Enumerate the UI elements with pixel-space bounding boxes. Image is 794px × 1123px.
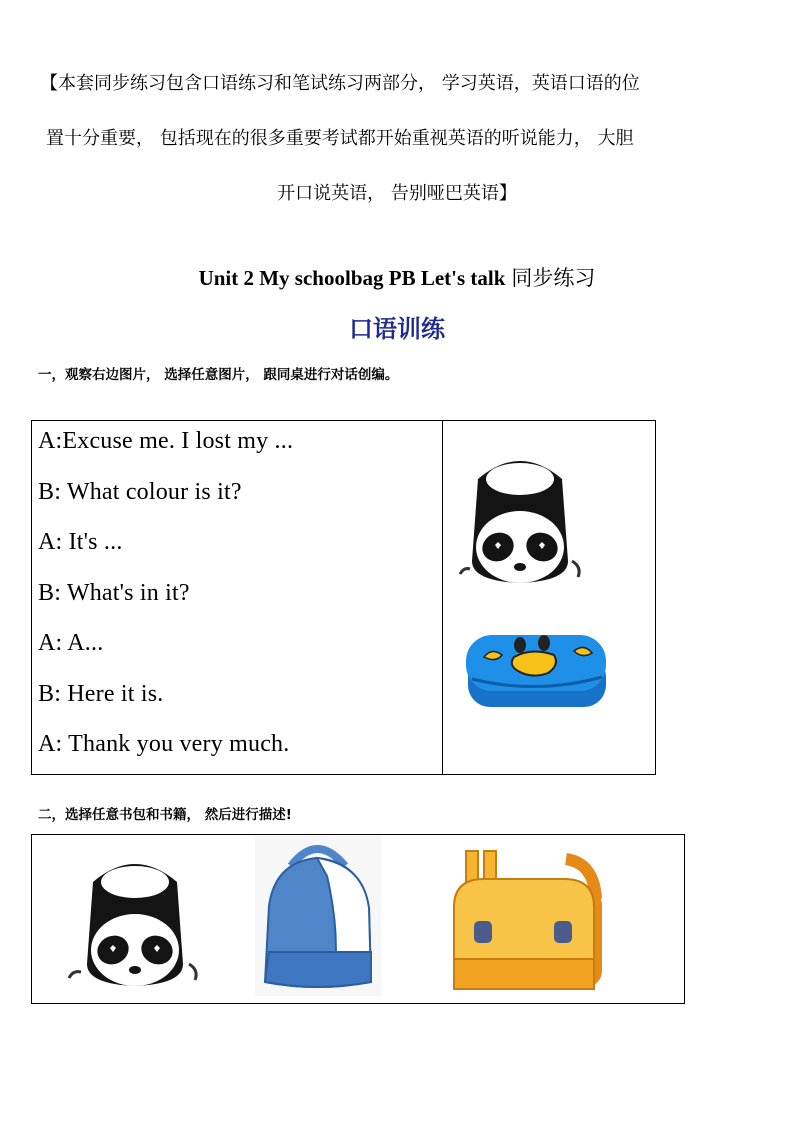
table-divider [442, 421, 443, 774]
exercise-1-table [31, 420, 656, 775]
orange-backpack-image [444, 849, 614, 994]
pencil-case-image [462, 621, 612, 721]
dialog-line: B: What's in it? [38, 579, 190, 606]
panda-backpack-image [65, 852, 205, 992]
dialog-line: B: Here it is. [38, 680, 164, 707]
exercise-1-instruction: 一，观察右边图片， 选择任意图片， 跟同桌进行对话创编。 [38, 367, 399, 383]
dialog-line: A: A... [38, 630, 104, 656]
panda-backpack-image [450, 449, 590, 589]
intro-line-2: 置十分重要， 包括现在的很多重要考试都开始重视英语的听说能力， 大胆 [46, 128, 634, 149]
dialog-line: A:Excuse me. I lost my ... [38, 428, 294, 454]
intro-paragraph [40, 56, 754, 221]
blue-backpack-image [255, 836, 381, 996]
dialog-line: A: It's ... [38, 529, 123, 555]
exercise-2-instruction: 二，选择任意书包和书籍， 然后进行描述! [38, 807, 292, 823]
intro-line-3: 开口说英语， 告别哑巴英语】 [277, 183, 517, 204]
dialog-column [38, 423, 438, 777]
section-subtitle: 口语训练 [349, 315, 445, 343]
page-title [0, 262, 794, 292]
page-title-english: Unit 2 My schoolbag PB Let's talk [198, 266, 506, 290]
dialog-line: B: What colour is it? [38, 478, 242, 505]
intro-line-1: 【本套同步练习包含口语练习和笔试练习两部分， 学习英语，英语口语的位 [40, 73, 640, 94]
dialog-line: A: Thank you very much. [38, 731, 290, 757]
exercise-2-table [31, 834, 685, 1004]
page-title-chinese: 同步练习 [511, 266, 596, 290]
